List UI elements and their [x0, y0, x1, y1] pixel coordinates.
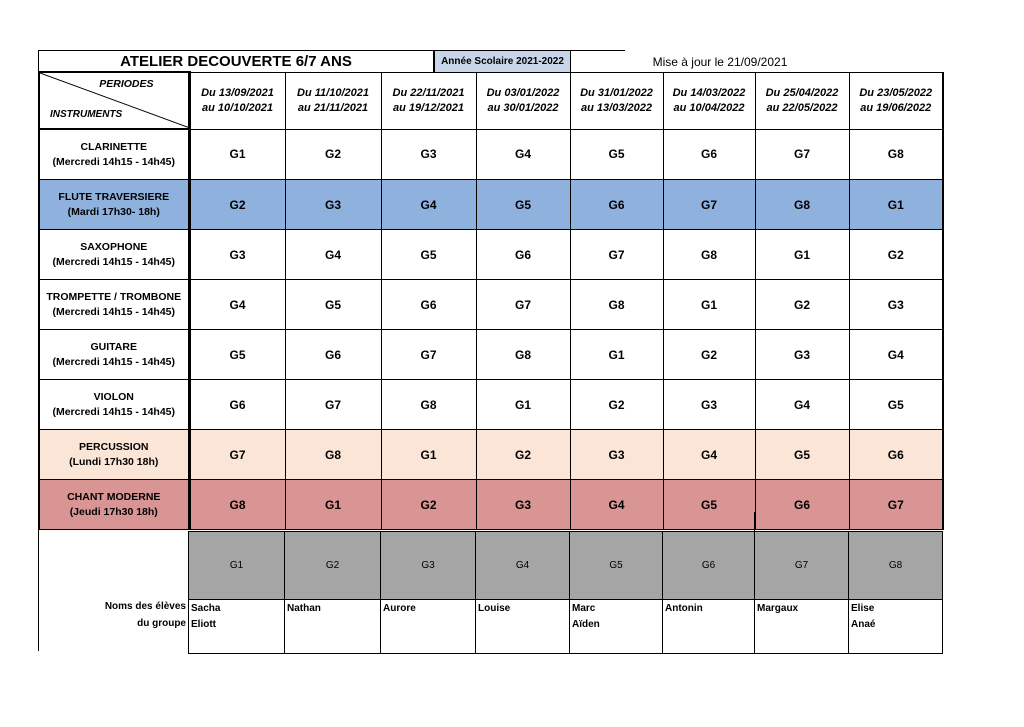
corner-cell [39, 72, 189, 129]
group-label: G3 [381, 532, 476, 600]
instrument-row [39, 430, 943, 480]
group-cell: G2 [755, 280, 849, 330]
group-header-row [189, 532, 943, 600]
group-cell: G7 [476, 280, 570, 330]
instrument-schedule: (Mercredi 14h15 - 14h45) [52, 355, 176, 368]
instrument-row [39, 330, 943, 380]
instrument-cell [39, 280, 189, 330]
group-cell: G6 [381, 280, 476, 330]
instrument-cell [39, 380, 189, 430]
group-cell: G7 [755, 129, 849, 180]
instrument-name: CHANT MODERNE [67, 490, 161, 503]
instrument-cell [39, 129, 189, 180]
group-cell: G6 [849, 430, 943, 480]
group-cell: G5 [189, 330, 285, 380]
group-cell: G3 [381, 129, 476, 180]
group-cell: G3 [755, 330, 849, 380]
period-end: au 19/06/2022 [860, 101, 932, 114]
student-list [663, 600, 755, 654]
group-label: G4 [476, 532, 570, 600]
period-header [476, 72, 570, 129]
group-cell: G1 [755, 230, 849, 280]
student-name: Anaé [851, 619, 876, 630]
student-list [476, 600, 570, 654]
group-cell: G3 [189, 230, 285, 280]
group-cell: G1 [285, 480, 381, 530]
group-cell: G3 [570, 430, 663, 480]
period-start: Du 13/09/2021 [201, 86, 274, 99]
instrument-row [39, 380, 943, 430]
student-names-label [92, 598, 188, 632]
period-end: au 22/05/2022 [766, 101, 838, 114]
group-cell: G7 [663, 180, 755, 230]
group-cell: G3 [663, 380, 755, 430]
group-cell: G8 [755, 180, 849, 230]
group-cell: G1 [476, 380, 570, 430]
period-start: Du 11/10/2021 [297, 86, 369, 99]
group-label: G8 [849, 532, 943, 600]
period-header [570, 72, 663, 129]
instrument-schedule: (Jeudi 17h30 18h) [69, 505, 158, 518]
group-cell: G5 [381, 230, 476, 280]
group-cell: G5 [849, 380, 943, 430]
group-cell: G3 [285, 180, 381, 230]
period-end: au 13/03/2022 [581, 101, 652, 114]
period-start: Du 31/01/2022 [580, 86, 653, 99]
instrument-name: FLUTE TRAVERSIERE [58, 190, 170, 203]
student-list [755, 600, 849, 654]
instrument-cell [39, 180, 189, 230]
instrument-row [39, 230, 943, 280]
page-title [38, 50, 434, 72]
group-label: G7 [755, 532, 849, 600]
group-label: G1 [189, 532, 285, 600]
group-cell: G8 [849, 129, 943, 180]
period-header [189, 72, 285, 129]
period-header [849, 72, 943, 129]
instrument-schedule: (Mercredi 14h15 - 14h45) [52, 255, 176, 268]
school-year-text: Année Scolaire 2021-2022 [441, 56, 564, 67]
instrument-row [39, 480, 943, 530]
student-names-label-line2: du groupe [137, 618, 186, 629]
periods-label: PERIODES [99, 78, 154, 90]
instrument-schedule: (Lundi 17h30 18h) [69, 455, 159, 468]
group-label: G2 [285, 532, 381, 600]
group-cell: G1 [849, 180, 943, 230]
instrument-cell [39, 480, 189, 530]
student-list [849, 600, 943, 654]
group-cell: G8 [285, 430, 381, 480]
left-border-line [38, 512, 39, 651]
student-name: Antonin [665, 603, 703, 614]
group-cell: G1 [663, 280, 755, 330]
student-list [570, 600, 663, 654]
group-cell: G6 [570, 180, 663, 230]
instrument-cell [39, 330, 189, 380]
student-names-label-line1: Noms des élèves [104, 601, 186, 612]
student-name: Nathan [287, 603, 321, 614]
group-cell: G8 [189, 480, 285, 530]
period-end: au 30/01/2022 [487, 101, 559, 114]
student-name: Aurore [383, 603, 416, 614]
period-end: au 10/04/2022 [673, 101, 745, 114]
group-cell: G2 [381, 480, 476, 530]
separator-line [754, 512, 755, 532]
period-end: au 19/12/2021 [393, 101, 464, 114]
student-name: Marc [572, 603, 596, 614]
group-cell: G5 [570, 129, 663, 180]
instrument-schedule: (Mercredi 14h15 - 14h45) [52, 405, 176, 418]
period-start: Du 14/03/2022 [672, 86, 746, 99]
instrument-row [39, 180, 943, 230]
instrument-name: SAXOPHONE [80, 240, 148, 253]
period-start: Du 23/05/2022 [859, 86, 933, 99]
group-cell: G4 [755, 380, 849, 430]
group-cell: G7 [285, 380, 381, 430]
instrument-cell [39, 230, 189, 280]
student-name: Elise [851, 603, 875, 614]
group-cell: G4 [570, 480, 663, 530]
group-label: G5 [570, 532, 663, 600]
group-cell: G6 [476, 230, 570, 280]
group-cell: G1 [570, 330, 663, 380]
group-cell: G3 [476, 480, 570, 530]
period-start: Du 03/01/2022 [486, 86, 560, 99]
student-list [285, 600, 381, 654]
student-name: Eliott [191, 619, 216, 630]
group-cell: G5 [285, 280, 381, 330]
update-date: Mise à jour le 21/09/2021 [652, 55, 788, 69]
instrument-name: VIOLON [93, 390, 134, 403]
instrument-name: GUITARE [90, 340, 137, 353]
group-cell: G5 [476, 180, 570, 230]
period-start: Du 22/11/2021 [392, 86, 465, 99]
group-cell: G6 [189, 380, 285, 430]
group-cell: G2 [189, 180, 285, 230]
period-end: au 10/10/2021 [202, 101, 273, 114]
group-cell: G6 [663, 129, 755, 180]
instrument-row [39, 129, 943, 180]
group-cell: G7 [381, 330, 476, 380]
group-cell: G4 [381, 180, 476, 230]
instrument-name: TROMPETTE / TROMBONE [46, 290, 182, 303]
group-cell: G2 [285, 129, 381, 180]
student-name: Louise [478, 603, 511, 614]
instruments-label: INSTRUMENTS [50, 109, 123, 120]
group-cell: G1 [189, 129, 285, 180]
group-cell: G2 [570, 380, 663, 430]
instrument-row [39, 280, 943, 330]
group-cell: G5 [755, 430, 849, 480]
group-label: G6 [663, 532, 755, 600]
group-cell: G4 [663, 430, 755, 480]
period-header [755, 72, 849, 129]
group-cell: G4 [476, 129, 570, 180]
student-name: Sacha [191, 603, 221, 614]
group-cell: G5 [663, 480, 755, 530]
group-cell: G4 [849, 330, 943, 380]
instrument-schedule: (Mercredi 14h15 - 14h45) [52, 155, 176, 168]
group-cell: G1 [381, 430, 476, 480]
group-cell: G7 [849, 480, 943, 530]
schedule-header-row [39, 72, 943, 129]
student-name: Margaux [757, 603, 799, 614]
period-header [285, 72, 381, 129]
instrument-schedule: (Mardi 17h30- 18h) [67, 205, 160, 218]
group-cell: G6 [285, 330, 381, 380]
group-cell: G7 [189, 430, 285, 480]
instrument-name: CLARINETTE [80, 140, 147, 153]
student-name: Aïden [572, 619, 600, 630]
group-cell: G2 [849, 230, 943, 280]
group-cell: G6 [755, 480, 849, 530]
group-cell: G2 [476, 430, 570, 480]
student-names-row [189, 600, 943, 654]
student-list [381, 600, 476, 654]
group-cell: G8 [570, 280, 663, 330]
instrument-name: PERCUSSION [79, 440, 149, 453]
group-cell: G4 [189, 280, 285, 330]
period-start: Du 25/04/2022 [765, 86, 839, 99]
group-cell: G8 [476, 330, 570, 380]
group-cell: G2 [663, 330, 755, 380]
student-list [189, 600, 285, 654]
header-divider [571, 50, 625, 51]
groups-table [188, 531, 943, 654]
title-text: ATELIER DECOUVERTE 6/7 ANS [120, 53, 352, 70]
schedule-table [38, 71, 944, 530]
group-cell: G8 [381, 380, 476, 430]
period-header [381, 72, 476, 129]
period-header [663, 72, 755, 129]
group-cell: G4 [285, 230, 381, 280]
school-year-badge [434, 50, 571, 72]
period-end: au 21/11/2021 [297, 101, 369, 114]
instrument-cell [39, 430, 189, 480]
group-cell: G8 [663, 230, 755, 280]
group-cell: G3 [849, 280, 943, 330]
instrument-schedule: (Mercredi 14h15 - 14h45) [52, 305, 176, 318]
group-cell: G7 [570, 230, 663, 280]
